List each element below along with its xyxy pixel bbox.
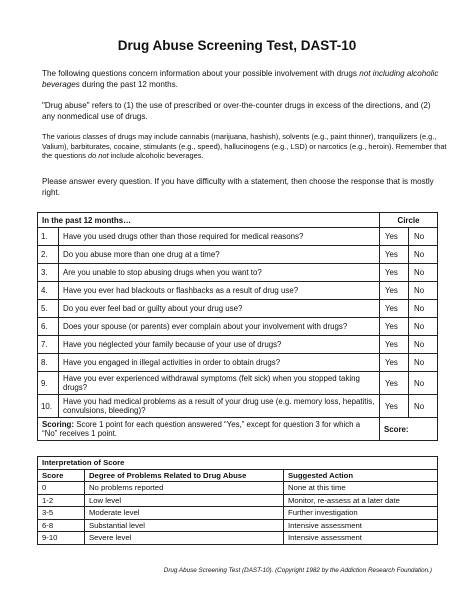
yes-option[interactable]: Yes [380, 372, 409, 395]
question-row [38, 372, 438, 395]
question-text: Have you ever had blackouts or flashbacks as a result of drug use? [59, 282, 380, 300]
intro-text: The following questions concern information about your possible involvement with drugs [42, 69, 360, 78]
no-option[interactable]: No [409, 318, 438, 336]
no-option[interactable]: No [409, 282, 438, 300]
problem-degree: Low level [85, 494, 284, 507]
question-number: 6. [38, 318, 59, 336]
yes-option[interactable]: Yes [380, 318, 409, 336]
scoring-text: Score 1 point for each question answered “Yes,” except for question 3 for which a “No” receives 1 point. [42, 419, 361, 438]
question-row [38, 228, 438, 246]
interpretation-row [38, 519, 438, 532]
no-option[interactable]: No [409, 372, 438, 395]
question-number: 8. [38, 354, 59, 372]
scoring-instructions [38, 418, 380, 441]
question-text: Have you engaged in illegal activities in order to obtain drugs? [59, 354, 380, 372]
intro-text: during the past 12 months. [79, 80, 178, 89]
question-text: Are you unable to stop abusing drugs when you want to? [59, 264, 380, 282]
no-option[interactable]: No [409, 336, 438, 354]
intro-text: include alcoholic beverages. [108, 151, 204, 161]
no-option[interactable]: No [409, 264, 438, 282]
question-text: Do you ever feel bad or guilty about your drug use? [59, 300, 380, 318]
question-number: 9. [38, 372, 59, 395]
intro-paragraph-3 [42, 132, 452, 161]
question-text: Does your spouse (or parents) ever complain about your involvement with drugs? [59, 318, 380, 336]
page-title: Drug Abuse Screening Test, DAST-10 [117, 38, 357, 53]
question-row [38, 300, 438, 318]
question-row [38, 318, 438, 336]
question-text: Have you ever experienced withdrawal symptoms (felt sick) when you stopped taking drugs? [59, 372, 380, 395]
intro-paragraph-1 [42, 68, 442, 90]
question-text: Have you used drugs other than those required for medical reasons? [59, 228, 380, 246]
yes-option[interactable]: Yes [380, 228, 409, 246]
interpretation-title: Interpretation of Score [38, 457, 438, 470]
suggested-action: None at this time [284, 482, 438, 495]
no-option[interactable]: No [409, 300, 438, 318]
problem-degree: Moderate level [85, 507, 284, 520]
yes-option[interactable]: Yes [380, 300, 409, 318]
yes-option[interactable]: Yes [380, 354, 409, 372]
intro-paragraph-4: Please answer every question. If you have difficulty with a statement, then choose the response that is mostly right. [42, 177, 434, 197]
question-number: 10. [38, 395, 59, 418]
question-text: Do you abuse more than one drug at a time? [59, 246, 380, 264]
question-row [38, 246, 438, 264]
no-option[interactable]: No [409, 228, 438, 246]
questionnaire-header-row [38, 213, 438, 228]
interpretation-header-row [38, 469, 438, 482]
yes-option[interactable]: Yes [380, 264, 409, 282]
interpretation-row [38, 532, 438, 545]
question-row [38, 282, 438, 300]
yes-option[interactable]: Yes [380, 282, 409, 300]
interpretation-table [37, 456, 438, 545]
action-column-header: Suggested Action [284, 469, 438, 482]
score-range: 1-2 [38, 494, 85, 507]
questionnaire-table [37, 212, 438, 441]
no-option[interactable]: No [409, 395, 438, 418]
yes-option[interactable]: Yes [380, 246, 409, 264]
interpretation-title-row [38, 457, 438, 470]
scoring-row [38, 418, 438, 441]
problem-degree: Substantial level [85, 519, 284, 532]
question-text: Have you had medical problems as a result of your drug use (e.g. memory loss, hepatitis, convulsions, bleeding)? [59, 395, 380, 418]
intro-paragraph-2: "Drug abuse" refers to (1) the use of prescribed or over-the-counter drugs in excess of the directions, and (2) any nonmedical use of drugs. [42, 101, 431, 121]
intro-text: The various classes of drugs may include cannabis (marijuana, hashish), solvents (e.g., paint thinner), tranquilizers (e.g., Valium), barbiturates, cocaine, stimulants (e.g., speed), hallucinogens (e.g., LSD) or narcotics (e.g., heroin). Remember that the questions [42, 132, 447, 161]
interpretation-row [38, 507, 438, 520]
score-range: 3-5 [38, 507, 85, 520]
question-number: 2. [38, 246, 59, 264]
question-row [38, 395, 438, 418]
score-range: 9-10 [38, 532, 85, 545]
question-row [38, 354, 438, 372]
question-number: 4. [38, 282, 59, 300]
question-number: 5. [38, 300, 59, 318]
intro-emphasis: not including alcoholic beverages [42, 69, 439, 89]
question-number: 1. [38, 228, 59, 246]
suggested-action: Intensive assessment [284, 532, 438, 545]
score-field[interactable]: Score: [380, 418, 438, 441]
intro-emphasis: do not [88, 151, 109, 161]
interpretation-row [38, 482, 438, 495]
score-range: 6-8 [38, 519, 85, 532]
question-text: Have you neglected your family because of your use of drugs? [59, 336, 380, 354]
suggested-action: Intensive assessment [284, 519, 438, 532]
suggested-action: Further investigation [284, 507, 438, 520]
no-option[interactable]: No [409, 246, 438, 264]
copyright-footer: Drug Abuse Screening Test (DAST-10). (Copyright 1982 by the Addiction Research Foundation.) [163, 567, 432, 574]
interpretation-row [38, 494, 438, 507]
question-number: 7. [38, 336, 59, 354]
question-number: 3. [38, 264, 59, 282]
suggested-action: Monitor, re-assess at a later date [284, 494, 438, 507]
no-option[interactable]: No [409, 354, 438, 372]
circle-header: Circle [380, 213, 438, 228]
question-row [38, 336, 438, 354]
problem-degree: No problems reported [85, 482, 284, 495]
score-column-header: Score [38, 469, 85, 482]
period-header: In the past 12 months… [38, 213, 380, 228]
degree-column-header: Degree of Problems Related to Drug Abuse [85, 469, 284, 482]
scoring-label: Scoring: [42, 419, 75, 429]
yes-option[interactable]: Yes [380, 336, 409, 354]
problem-degree: Severe level [85, 532, 284, 545]
yes-option[interactable]: Yes [380, 395, 409, 418]
score-range: 0 [38, 482, 85, 495]
question-row [38, 264, 438, 282]
